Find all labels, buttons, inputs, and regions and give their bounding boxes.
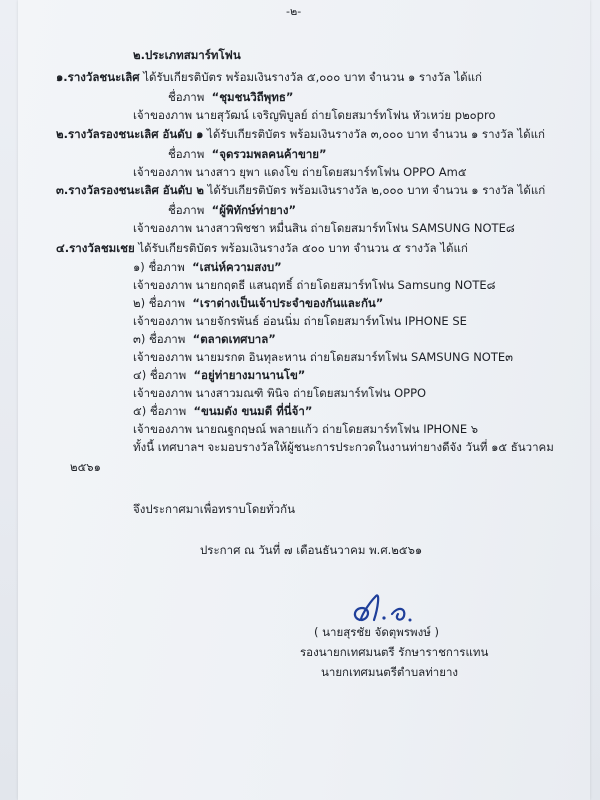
- honorable-2-label: ๒) ชื่อภาพ: [133, 296, 186, 310]
- date-line: ประกาศ ณ วันที่ ๗ เดือนธันวาคม พ.ศ.๒๕๖๑: [200, 543, 423, 557]
- honorable-5-label: ๕) ชื่อภาพ: [133, 404, 187, 418]
- prize1-owner: เจ้าของภาพ นายสุวัฒน์ เจริญพิบูลย์ ถ่ายโดยสมาร์ทโฟน หัวเหว่ย p๒๐pro: [133, 108, 496, 122]
- prize2-line: [56, 127, 545, 141]
- honorable-2-owner: เจ้าของภาพ นายจักรพันธ์ อ่อนนิ่ม ถ่ายโดยสมาร์ทโฟน IPHONE SE: [133, 314, 467, 328]
- prize3-head: ๓.รางวัลรองชนะเลิศ อันดับ ๒: [56, 183, 204, 197]
- honorable-3-owner: เจ้าของภาพ นายมรกต อินทุละหาน ถ่ายโดยสมาร์ทโฟน SAMSUNG NOTE๓: [133, 350, 513, 364]
- prize3-line: [56, 183, 545, 197]
- prize3-title-value: “ผู้พิทักษ์ท่ายาง”: [211, 203, 297, 217]
- honorable-5-title: [133, 404, 312, 418]
- honorable-1-label: ๑) ชื่อภาพ: [133, 260, 185, 274]
- prize2-title-line: [168, 147, 327, 161]
- prize3-title-label: ชื่อภาพ: [168, 203, 205, 217]
- prize4-head: ๔.รางวัลชมเชย: [56, 241, 135, 255]
- prize1-head: ๑.รางวัลชนะเลิศ: [56, 70, 140, 84]
- honorable-3-label: ๓) ชื่อภาพ: [133, 332, 186, 346]
- prize4-desc: ได้รับเกียรติบัตร พร้อมเงินรางวัล ๕๐๐ บาท จำนวน ๕ รางวัล ได้แก่: [138, 241, 468, 255]
- honorable-5-value: “ขนมดัง ขนมดี ที่นี่จ้า”: [193, 404, 313, 418]
- closing-line-1: ทั้งนี้ เทศบาลฯ จะมอบรางวัลให้ผู้ชนะการประกวดในงานท่ายางดีจัง วันที่ ๑๕ ธันวาคม: [133, 440, 554, 454]
- honorable-4-label: ๔) ชื่อภาพ: [133, 368, 187, 382]
- prize3-desc: ได้รับเกียรติบัตร พร้อมเงินรางวัล ๒,๐๐๐ บาท จำนวน ๑ รางวัล ได้แก่: [207, 183, 546, 197]
- honorable-2-value: “เราต่างเป็นเจ้าประจำของกันและกัน”: [192, 296, 384, 310]
- prize1-desc: ได้รับเกียรติบัตร พร้อมเงินรางวัล ๕,๐๐๐ บาท จำนวน ๑ รางวัล ได้แก่: [143, 70, 482, 84]
- honorable-1-value: “เสน่ห์ความสงบ”: [192, 260, 282, 274]
- closing-line-2: ๒๕๖๑: [70, 460, 101, 474]
- document-page: [18, 0, 590, 800]
- honorable-1-owner: เจ้าของภาพ นายกฤตธี แสนฤทธิ์ ถ่ายโดยสมาร์ทโฟน Samsung NOTE๘: [133, 278, 496, 292]
- honorable-3-title: [133, 332, 276, 346]
- prize2-head: ๒.รางวัลรองชนะเลิศ อันดับ ๑: [56, 127, 204, 141]
- prize1-title-line: [168, 90, 293, 104]
- prize2-title-value: “จุดรวมพลคนค้าขาย”: [211, 147, 327, 161]
- honorable-4-value: “อยู่ท่ายางมานานโข”: [193, 368, 306, 382]
- page-number: -๒-: [286, 5, 302, 18]
- signer-position-1: รองนายกเทศมนตรี รักษาราชการแทน: [300, 645, 489, 659]
- prize2-owner: เจ้าของภาพ นางสาว ยุพา แดงโข ถ่ายโดยสมาร์ทโฟน OPPO Am๕: [133, 165, 467, 179]
- signature-image: [346, 590, 426, 630]
- prize3-title-line: [168, 203, 296, 217]
- section-title: ๒.ประเภทสมาร์ทโฟน: [133, 48, 241, 62]
- prize2-desc: ได้รับเกียรติบัตร พร้อมเงินรางวัล ๓,๐๐๐ บาท จำนวน ๑ รางวัล ได้แก่: [207, 127, 545, 141]
- prize1-line: [56, 70, 482, 84]
- honorable-4-owner: เจ้าของภาพ นางสาวมณฑิ พินิจ ถ่ายโดยสมาร์ทโฟน OPPO: [133, 386, 427, 400]
- prize1-title-value: “ชุมชนวิถีพุทธ”: [211, 90, 294, 104]
- prize1-title-label: ชื่อภาพ: [168, 90, 205, 104]
- honorable-3-value: “ตลาดเทศบาล”: [192, 332, 276, 346]
- prize3-owner: เจ้าของภาพ นางสาวพิชชา หมื่นสิน ถ่ายโดยสมาร์ทโฟน SAMSUNG NOTE๘: [133, 221, 515, 235]
- honorable-5-owner: เจ้าของภาพ นายณฐกฤษณ์ พลายแก้ว ถ่ายโดยสมาร์ทโฟน IPHONE ๖: [133, 422, 479, 436]
- announce-text: จึงประกาศมาเพื่อทราบโดยทั่วกัน: [133, 502, 295, 516]
- prize2-title-label: ชื่อภาพ: [168, 147, 205, 161]
- signer-name: ( นายสุรชัย จัดตุพรพงษ์ ): [314, 625, 439, 639]
- honorable-4-title: [133, 368, 305, 382]
- honorable-1-title: [133, 260, 282, 274]
- honorable-2-title: [133, 296, 383, 310]
- prize4-line: [56, 241, 468, 255]
- signer-position-2: นายกเทศมนตรีตำบลท่ายาง: [321, 665, 459, 679]
